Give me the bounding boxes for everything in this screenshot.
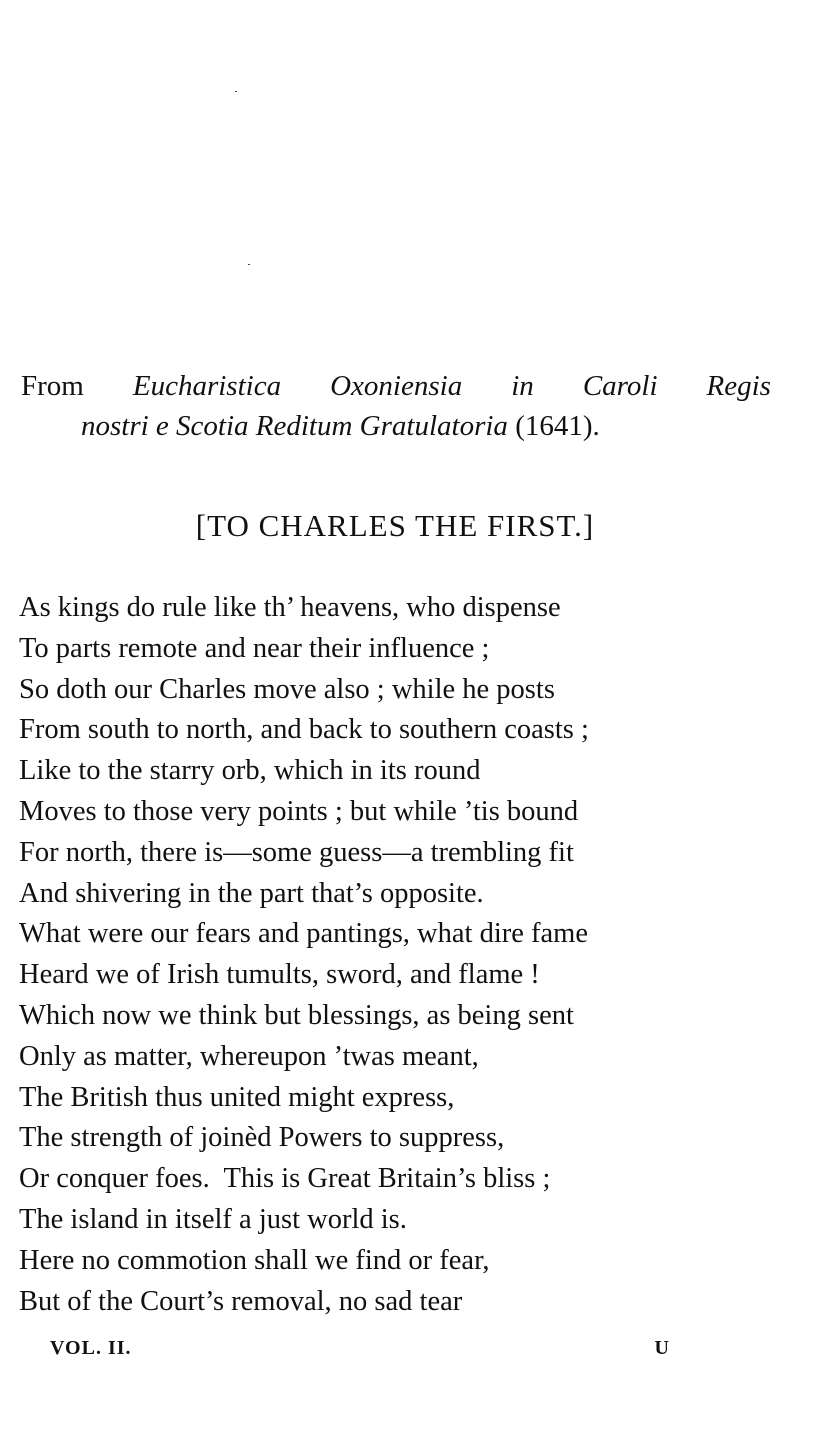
print-speck <box>248 264 250 265</box>
poem-line: Which now we think but blessings, as being sent <box>19 999 574 1031</box>
source-line-1 <box>21 366 771 406</box>
poem-line: Or conquer foes. This is Great Britain’s bliss ; <box>19 1163 551 1195</box>
poem-heading: [TO CHARLES THE FIRST.] <box>195 508 595 543</box>
signature-mark: U <box>654 1337 670 1359</box>
poem-line: From south to north, and back to southern coasts ; <box>19 714 589 746</box>
page-footer <box>50 1334 670 1362</box>
poem-line: The island in itself a just world is. <box>19 1203 407 1235</box>
source-title-word: Caroli <box>582 370 658 402</box>
poem-line: But of the Court’s removal, no sad tear <box>19 1285 463 1317</box>
source-citation <box>21 366 771 446</box>
source-title-word: in <box>511 370 534 402</box>
poem-line: To parts remote and near their influence ; <box>19 632 490 664</box>
source-title-word: Eucharistica <box>132 370 282 402</box>
print-speck <box>235 91 237 92</box>
poem-line: Here no commotion shall we find or fear, <box>19 1244 490 1276</box>
poem-line: Only as matter, whereupon ’twas meant, <box>19 1040 479 1072</box>
source-year: (1641). <box>515 410 600 442</box>
volume-marker: VOL. II. <box>50 1337 132 1359</box>
poem-line: For north, there is—some guess—a trembling fit <box>19 836 574 868</box>
source-title-word: Regis <box>706 370 771 402</box>
source-title-continued: nostri e Scotia Reditum Gratulatoria <box>81 410 508 442</box>
poem-line: Like to the starry orb, which in its round <box>19 755 481 787</box>
source-title-word: Oxoniensia <box>330 370 463 402</box>
poem-line: And shivering in the part that’s opposite. <box>19 877 484 909</box>
poem-line: The strength of joinèd Powers to suppress, <box>19 1122 505 1154</box>
poem-line: What were our fears and pantings, what dire fame <box>19 918 588 950</box>
poem-body <box>19 588 809 1322</box>
poem-line: The British thus united might express, <box>19 1081 455 1113</box>
poem-line: Moves to those very points ; but while ’tis bound <box>19 795 579 827</box>
poem-line: As kings do rule like th’ heavens, who dispense <box>19 592 561 623</box>
poem-line: So doth our Charles move also ; while he posts <box>19 673 555 705</box>
source-prefix: From <box>21 370 84 402</box>
source-line-2 <box>21 406 771 446</box>
poem-line: Heard we of Irish tumults, sword, and flame ! <box>19 959 540 991</box>
